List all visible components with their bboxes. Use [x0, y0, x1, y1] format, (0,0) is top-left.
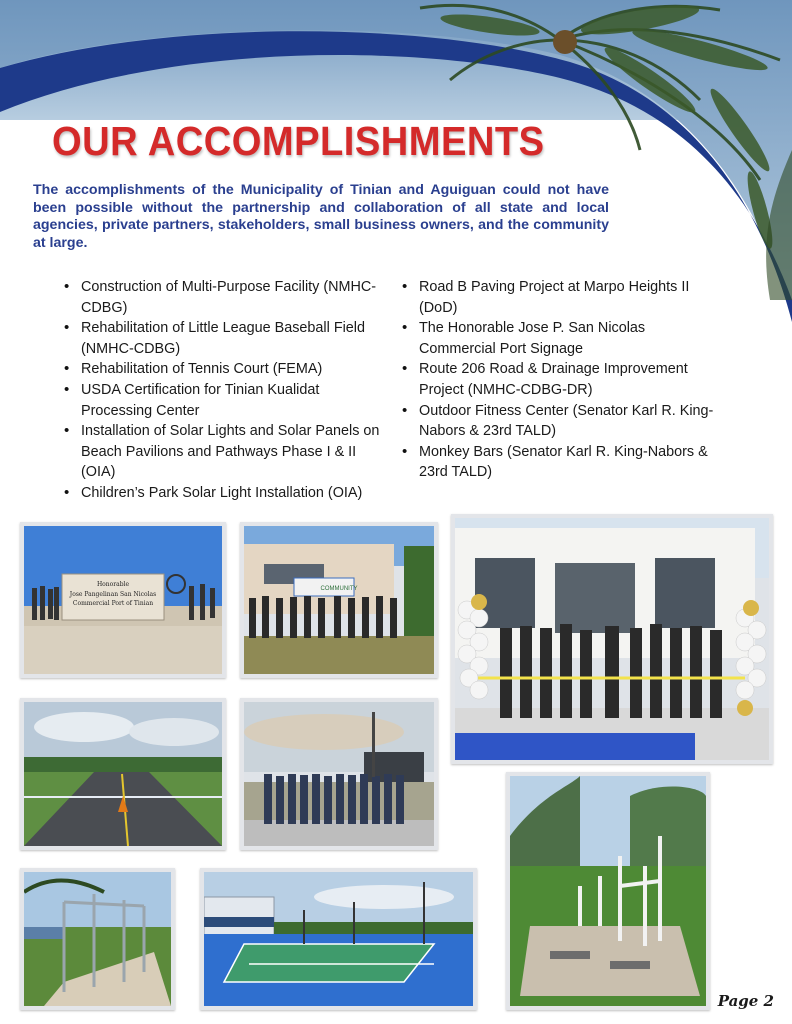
- accomplishments-list-left: [64, 277, 394, 504]
- page-title: OUR ACCOMPLISHMENTS: [52, 118, 545, 164]
- photo-group-outdoor: [240, 698, 438, 850]
- photo-tennis-court: [200, 868, 477, 1010]
- list-item: • Road B Paving Project at Marpo Heights II (DoD): [402, 277, 722, 318]
- list-item: • USDA Certification for Tinian Kualidat Processing Center: [64, 380, 394, 421]
- list-item: • Children’s Park Solar Light Installation (OIA): [64, 483, 394, 504]
- photo-road-project: [20, 698, 226, 850]
- list-item: • Rehabilitation of Tennis Court (FEMA): [64, 359, 394, 380]
- sign-line-1: Honorable: [96, 581, 130, 588]
- list-item: • Installation of Solar Lights and Solar Panels on Beach Pavilions and Pathways Phase I & II (OIA): [64, 421, 394, 483]
- photo-facility-ribbon-cutting: [451, 514, 773, 764]
- community-banner-text: COMMUNITY: [320, 586, 358, 592]
- sign-line-2: Jose Pangelinan San Nicolas: [69, 591, 157, 598]
- list-item: • The Honorable Jose P. San Nicolas Commercial Port Signage: [402, 318, 722, 359]
- accomplishments-list-right: [402, 277, 722, 483]
- sign-line-3: Commercial Port of Tinian: [72, 600, 154, 607]
- photo-monkey-bars: [20, 868, 175, 1010]
- list-item: • Outdoor Fitness Center (Senator Karl R. King-Nabors & 23rd TALD): [402, 401, 722, 442]
- list-item: • Route 206 Road & Drainage Improvement Project (NMHC-CDBG-DR): [402, 359, 722, 400]
- list-item: • Construction of Multi-Purpose Facility (NMHC-CDBG): [64, 277, 394, 318]
- photo-fitness-center: [506, 772, 710, 1010]
- list-item: • Rehabilitation of Little League Baseball Field (NMHC-CDBG): [64, 318, 394, 359]
- photo-port-signage: [20, 522, 226, 678]
- intro-paragraph: The accomplishments of the Municipality of Tinian and Aguiguan could not have been possible without the partnership and collaboration of all state and local agencies, private partners, stakeholders, small business owners, and the community at large.: [33, 182, 609, 251]
- list-item: • Monkey Bars (Senator Karl R. King-Nabors & 23rd TALD): [402, 442, 722, 483]
- photo-ribbon-cutting-building: [240, 522, 438, 678]
- page-number: Page 2: [717, 992, 774, 1010]
